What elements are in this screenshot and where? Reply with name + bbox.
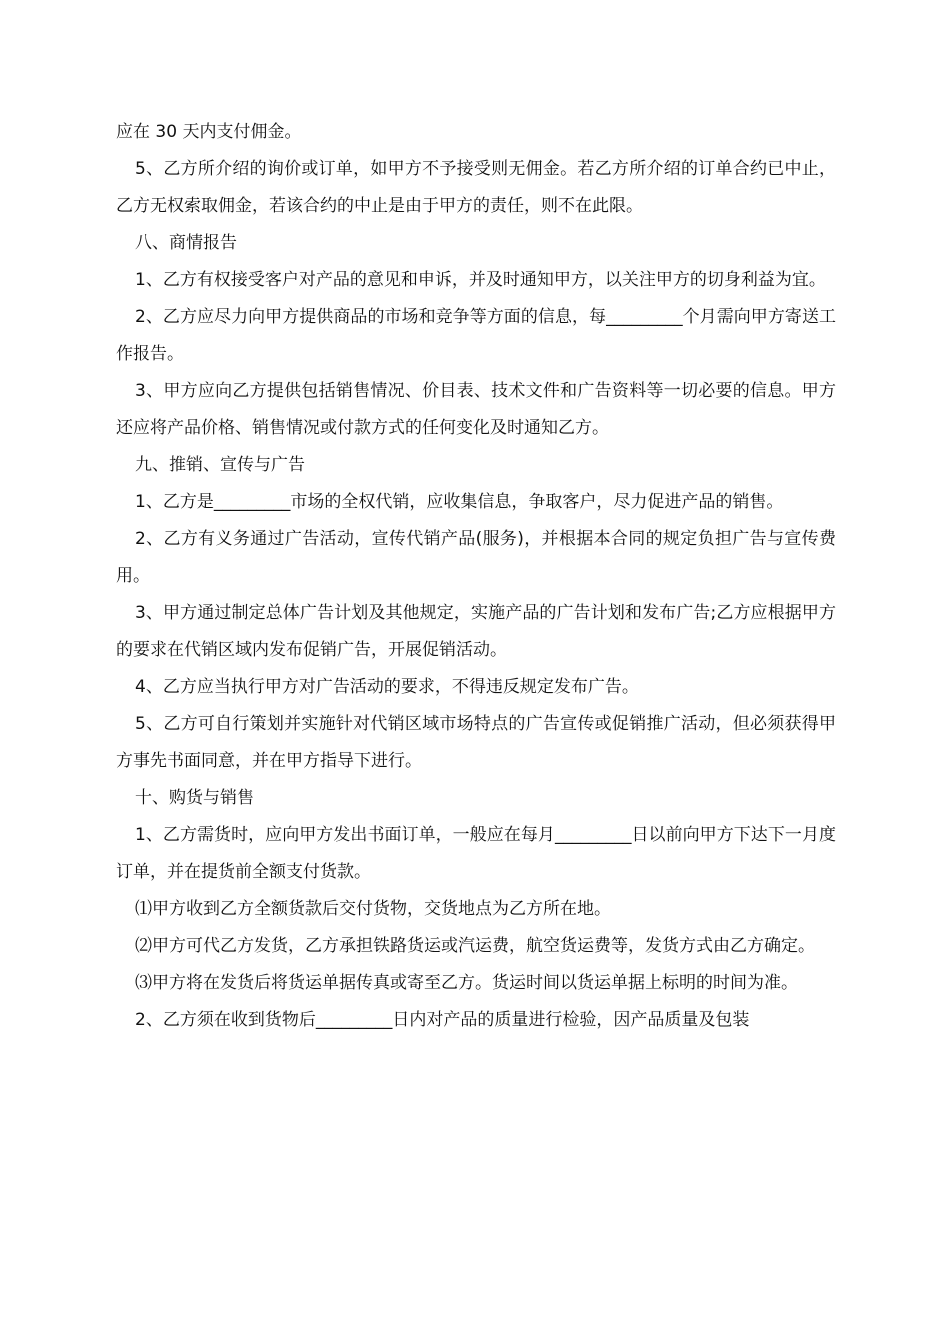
document-body [116, 114, 836, 1039]
paragraph-commission-clause-5: 5、乙方所介绍的询价或订单，如甲方不予接受则无佣金。若乙方所介绍的订单合约已中止，乙方无权索取佣金，若该合约的中止是由于甲方的责任，则不在此限。 [116, 159, 836, 216]
paragraph-promo-clause-3: 3、甲方通过制定总体广告计划及其他规定，实施产品的广告计划和发布广告;乙方应根据甲方的要求在代销区域内发布促销广告，开展促销活动。 [116, 603, 836, 660]
paragraph-promo-clause-2: 2、乙方有义务通过广告活动，宣传代销产品(服务)，并根据本合同的规定负担广告与宣传费用。 [116, 529, 836, 586]
paragraph-report-clause-2: 2、乙方应尽力向甲方提供商品的市场和竞争等方面的信息，每_________个月需向甲方寄送工作报告。 [116, 307, 836, 364]
paragraph-report-clause-3: 3、甲方应向乙方提供包括销售情况、价目表、技术文件和广告资料等一切必要的信息。甲方还应将产品价格、销售情况或付款方式的任何变化及时通知乙方。 [116, 381, 836, 438]
section-heading-9: 九、推销、宣传与广告 [135, 455, 305, 475]
paragraph-promo-clause-4: 4、乙方应当执行甲方对广告活动的要求，不得违反规定发布广告。 [135, 677, 639, 697]
paragraph-purchase-clause-1: 1、乙方需货时，应向甲方发出书面订单，一般应在每月_________日以前向甲方下达下一月度订单，并在提货前全额支付货款。 [116, 825, 836, 882]
paragraph-purchase-clause-2: 2、乙方须在收到货物后_________日内对产品的质量进行检验，因产品质量及包装 [135, 1010, 750, 1030]
paragraph-promo-clause-5: 5、乙方可自行策划并实施针对代销区域市场特点的广告宣传或促销推广活动，但必须获得甲方事先书面同意，并在甲方指导下进行。 [116, 714, 836, 771]
paragraph-commission-deadline: 应在 30 天内支付佣金。 [116, 122, 302, 142]
section-heading-8: 八、商情报告 [135, 233, 237, 253]
paragraph-purchase-item-3: ⑶甲方将在发货后将货运单据传真或寄至乙方。货运时间以货运单据上标明的时间为准。 [135, 973, 798, 993]
paragraph-purchase-item-1: ⑴甲方收到乙方全额货款后交付货物，交货地点为乙方所在地。 [135, 899, 611, 919]
paragraph-report-clause-1: 1、乙方有权接受客户对产品的意见和申诉，并及时通知甲方，以关注甲方的切身利益为宜。 [135, 270, 826, 290]
paragraph-promo-clause-1: 1、乙方是_________市场的全权代销，应收集信息，争取客户，尽力促进产品的销售。 [135, 492, 784, 512]
paragraph-purchase-item-2: ⑵甲方可代乙方发货，乙方承担铁路货运或汽运费，航空货运费等，发货方式由乙方确定。 [135, 936, 815, 956]
section-heading-10: 十、购货与销售 [135, 788, 254, 808]
